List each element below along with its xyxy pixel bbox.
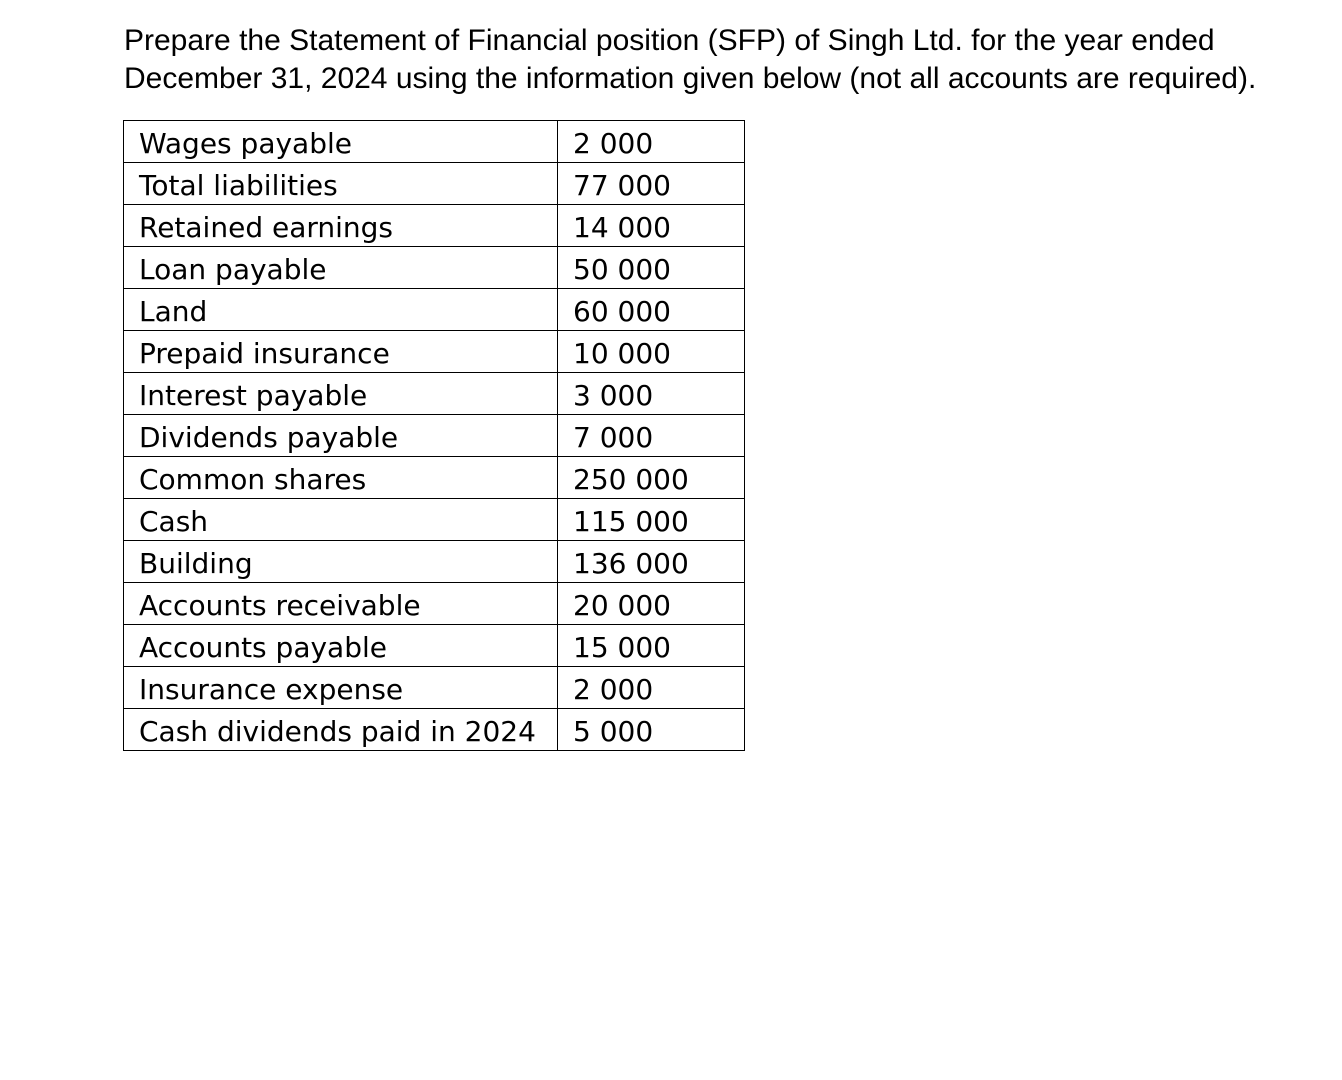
account-value: 77 000 bbox=[558, 163, 745, 205]
table-row bbox=[124, 457, 745, 499]
account-label: Cash dividends paid in 2024 bbox=[124, 709, 558, 751]
instructions-line-2: December 31, 2024 using the information given below (not all accounts are required). bbox=[124, 62, 1257, 95]
table-row bbox=[124, 331, 745, 373]
table-row bbox=[124, 289, 745, 331]
account-label: Land bbox=[124, 289, 558, 331]
account-label: Retained earnings bbox=[124, 205, 558, 247]
table-row bbox=[124, 247, 745, 289]
instructions-line-1: Prepare the Statement of Financial position (SFP) of Singh Ltd. for the year ended bbox=[124, 24, 1215, 57]
table-row bbox=[124, 373, 745, 415]
account-value: 136 000 bbox=[558, 541, 745, 583]
account-value: 20 000 bbox=[558, 583, 745, 625]
account-label: Accounts receivable bbox=[124, 583, 558, 625]
account-value: 15 000 bbox=[558, 625, 745, 667]
account-value: 250 000 bbox=[558, 457, 745, 499]
account-label: Wages payable bbox=[124, 121, 558, 163]
account-label: Accounts payable bbox=[124, 625, 558, 667]
account-value: 14 000 bbox=[558, 205, 745, 247]
account-value: 50 000 bbox=[558, 247, 745, 289]
account-label: Interest payable bbox=[124, 373, 558, 415]
account-label: Cash bbox=[124, 499, 558, 541]
table-row bbox=[124, 667, 745, 709]
account-value: 2 000 bbox=[558, 121, 745, 163]
table-row bbox=[124, 625, 745, 667]
account-label: Common shares bbox=[124, 457, 558, 499]
table-row bbox=[124, 205, 745, 247]
table-row bbox=[124, 541, 745, 583]
account-label: Dividends payable bbox=[124, 415, 558, 457]
table-row bbox=[124, 121, 745, 163]
account-label: Prepaid insurance bbox=[124, 331, 558, 373]
table-row bbox=[124, 583, 745, 625]
accounts-table bbox=[123, 120, 745, 751]
instructions-paragraph bbox=[124, 22, 1334, 98]
table-row bbox=[124, 709, 745, 751]
account-value: 115 000 bbox=[558, 499, 745, 541]
account-label: Building bbox=[124, 541, 558, 583]
account-value: 3 000 bbox=[558, 373, 745, 415]
table-row bbox=[124, 415, 745, 457]
account-label: Total liabilities bbox=[124, 163, 558, 205]
account-value: 2 000 bbox=[558, 667, 745, 709]
table-row bbox=[124, 499, 745, 541]
account-label: Insurance expense bbox=[124, 667, 558, 709]
account-value: 10 000 bbox=[558, 331, 745, 373]
account-value: 5 000 bbox=[558, 709, 745, 751]
account-value: 60 000 bbox=[558, 289, 745, 331]
account-label: Loan payable bbox=[124, 247, 558, 289]
account-value: 7 000 bbox=[558, 415, 745, 457]
table-row bbox=[124, 163, 745, 205]
